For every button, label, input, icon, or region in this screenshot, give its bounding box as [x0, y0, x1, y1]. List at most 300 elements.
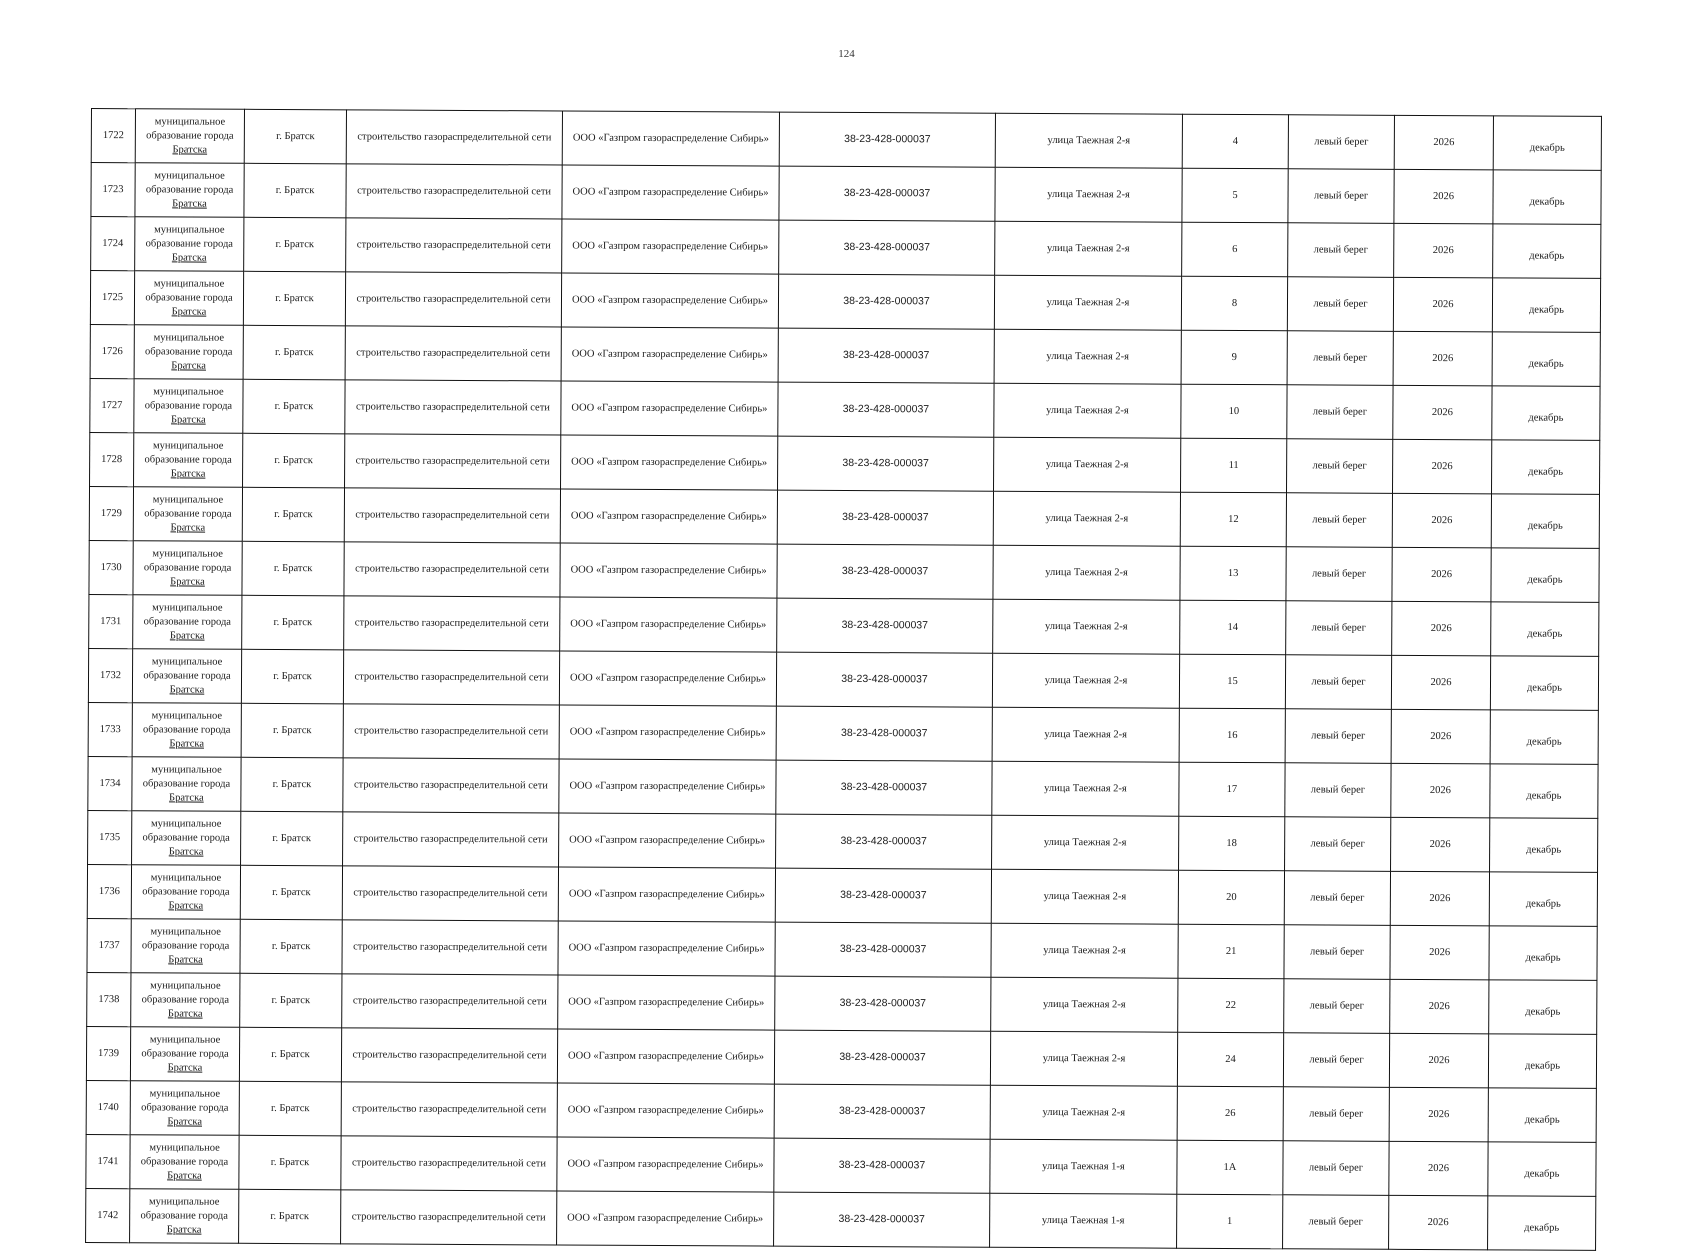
- street-cell: улица Таежная 2-я: [993, 491, 1180, 546]
- municipality-line: муниципальное: [154, 115, 226, 128]
- row-number-cell: 1736: [87, 864, 131, 918]
- river-bank-cell: левый берег: [1284, 925, 1390, 980]
- house-number-cell: 9: [1181, 330, 1287, 385]
- house-number-cell: 6: [1182, 222, 1288, 277]
- table-row: [86, 1134, 1596, 1196]
- river-bank-cell: левый берег: [1285, 763, 1391, 818]
- house-number-cell: 26: [1177, 1086, 1283, 1141]
- municipality-line: муниципальное: [152, 547, 223, 560]
- river-bank-cell: левый берег: [1287, 331, 1393, 386]
- river-bank-cell: левый берег: [1283, 1033, 1389, 1088]
- registry-number-cell: 38-23-428-000037: [777, 598, 993, 653]
- work-type-cell: строительство газораспределительной сети: [346, 218, 562, 273]
- municipality-line: образование города: [144, 453, 232, 466]
- organization-cell: ООО «Газпром газораспределение Сибирь»: [559, 705, 776, 760]
- organization-cell: ООО «Газпром газораспределение Сибирь»: [562, 165, 779, 220]
- street-cell: улица Таежная 2-я: [992, 653, 1179, 708]
- river-bank-cell: левый берег: [1287, 277, 1393, 332]
- organization-cell: ООО «Газпром газораспределение Сибирь»: [557, 1191, 774, 1246]
- row-number-cell: 1728: [90, 432, 134, 486]
- municipality-line: образование города: [142, 885, 230, 898]
- municipality-line: муниципальное: [153, 277, 225, 290]
- registry-number-cell: 38-23-428-000037: [779, 220, 995, 275]
- river-bank-cell: левый берег: [1285, 817, 1391, 872]
- municipality-line: муниципальное: [151, 763, 222, 776]
- river-bank-cell: левый берег: [1284, 979, 1390, 1034]
- table-row: [90, 271, 1600, 333]
- municipality-line: образование города: [145, 291, 233, 304]
- table-row: [88, 756, 1598, 818]
- municipality-line: Братска: [170, 467, 206, 480]
- street-cell: улица Таежная 1-я: [990, 1193, 1177, 1248]
- organization-cell: ООО «Газпром газораспределение Сибирь»: [558, 975, 775, 1030]
- year-cell: 2026: [1394, 169, 1493, 224]
- municipality-cell: [132, 649, 241, 704]
- organization-cell: ООО «Газпром газораспределение Сибирь»: [559, 651, 776, 706]
- month-cell: декабрь: [1490, 818, 1598, 873]
- house-number-cell: 15: [1179, 654, 1285, 709]
- city-cell: г. Братск: [244, 163, 346, 218]
- row-number-cell: 1722: [91, 109, 135, 163]
- city-cell: г. Братск: [243, 433, 345, 488]
- registry-number-cell: 38-23-428-000037: [775, 922, 991, 977]
- table-row: [86, 1080, 1596, 1142]
- row-number-cell: 1734: [88, 756, 132, 810]
- city-cell: г. Братск: [239, 1189, 341, 1244]
- year-cell: 2026: [1391, 655, 1490, 710]
- work-type-cell: строительство газораспределительной сети: [341, 1028, 557, 1083]
- registry-number-cell: 38-23-428-000037: [775, 868, 991, 923]
- registry-number-cell: 38-23-428-000037: [774, 1030, 990, 1085]
- year-cell: 2026: [1389, 1087, 1488, 1142]
- municipality-cell: [135, 163, 244, 218]
- municipality-line: образование города: [141, 939, 230, 952]
- house-number-cell: 5: [1182, 168, 1288, 223]
- river-bank-cell: левый берег: [1285, 709, 1391, 764]
- street-cell: улица Таежная 2-я: [995, 167, 1182, 222]
- year-cell: 2026: [1390, 979, 1489, 1034]
- municipality-line: Братска: [172, 197, 207, 210]
- registry-number-cell: 38-23-428-000037: [776, 814, 992, 869]
- work-type-cell: строительство газораспределительной сети: [343, 704, 559, 759]
- city-cell: г. Братск: [240, 865, 342, 920]
- organization-cell: ООО «Газпром газораспределение Сибирь»: [560, 597, 777, 652]
- municipality-line: муниципальное: [150, 925, 221, 938]
- municipality-line: муниципальное: [152, 439, 224, 452]
- table-row: [91, 163, 1601, 225]
- municipality-line: Братска: [169, 737, 205, 750]
- organization-cell: ООО «Газпром газораспределение Сибирь»: [557, 1137, 774, 1192]
- table-row: [89, 594, 1599, 656]
- river-bank-cell: левый берег: [1288, 169, 1394, 224]
- river-bank-cell: левый берег: [1283, 1087, 1389, 1142]
- municipality-cell: [132, 811, 241, 866]
- municipality-line: образование города: [140, 1155, 229, 1168]
- city-cell: г. Братск: [243, 271, 345, 326]
- organization-cell: ООО «Газпром газораспределение Сибирь»: [562, 219, 779, 274]
- year-cell: 2026: [1394, 223, 1493, 278]
- municipality-cell: [134, 379, 243, 434]
- work-type-cell: строительство газораспределительной сети: [341, 1190, 557, 1245]
- work-type-cell: строительство газораспределительной сети: [344, 542, 560, 597]
- municipality-cell: [135, 109, 244, 164]
- municipality-line: образование города: [145, 237, 233, 250]
- house-number-cell: 21: [1178, 924, 1284, 979]
- street-cell: улица Таежная 2-я: [992, 761, 1179, 816]
- municipality-cell: [132, 757, 241, 812]
- work-type-cell: строительство газораспределительной сети: [345, 272, 561, 327]
- table-row: [90, 324, 1600, 386]
- row-number-cell: 1723: [91, 163, 135, 217]
- municipality-line: муниципальное: [153, 385, 224, 398]
- municipality-line: муниципальное: [150, 871, 222, 884]
- organization-cell: ООО «Газпром газораспределение Сибирь»: [559, 813, 776, 868]
- municipality-line: образование города: [143, 669, 231, 682]
- year-cell: 2026: [1391, 709, 1490, 764]
- municipality-line: муниципальное: [154, 169, 225, 182]
- municipality-line: образование города: [141, 993, 230, 1006]
- work-type-cell: строительство газораспределительной сети: [343, 758, 559, 813]
- municipality-line: муниципальное: [152, 601, 223, 614]
- municipality-cell: [131, 919, 240, 974]
- work-type-cell: строительство газораспределительной сети: [345, 380, 561, 435]
- table-row: [90, 432, 1600, 494]
- month-cell: декабрь: [1493, 224, 1601, 279]
- street-cell: улица Таежная 2-я: [991, 869, 1178, 924]
- house-number-cell: 8: [1181, 276, 1287, 331]
- municipality-line: Братска: [167, 1061, 203, 1074]
- street-cell: улица Таежная 2-я: [990, 1031, 1177, 1086]
- row-number-cell: 1726: [90, 324, 134, 378]
- registry-table: [85, 108, 1602, 1251]
- month-cell: декабрь: [1492, 278, 1600, 333]
- organization-cell: ООО «Газпром газораспределение Сибирь»: [560, 489, 777, 544]
- registry-number-cell: 38-23-428-000037: [778, 274, 994, 329]
- house-number-cell: 10: [1181, 384, 1287, 439]
- house-number-cell: 18: [1179, 816, 1285, 871]
- city-cell: г. Братск: [243, 379, 345, 434]
- river-bank-cell: левый берег: [1284, 871, 1390, 926]
- organization-cell: ООО «Газпром газораспределение Сибирь»: [558, 867, 775, 922]
- month-cell: декабрь: [1488, 1088, 1596, 1143]
- year-cell: 2026: [1394, 115, 1493, 170]
- river-bank-cell: левый берег: [1283, 1195, 1389, 1250]
- river-bank-cell: левый берег: [1287, 385, 1393, 440]
- street-cell: улица Таежная 2-я: [995, 113, 1182, 168]
- river-bank-cell: левый берег: [1287, 439, 1393, 494]
- street-cell: улица Таежная 2-я: [993, 545, 1180, 600]
- city-cell: г. Братск: [242, 541, 344, 596]
- municipality-line: образование города: [144, 507, 232, 520]
- municipality-line: муниципальное: [149, 1033, 221, 1046]
- month-cell: декабрь: [1491, 494, 1599, 549]
- row-number-cell: 1742: [86, 1188, 130, 1242]
- municipality-line: Братска: [170, 575, 205, 588]
- house-number-cell: 22: [1178, 978, 1284, 1033]
- table-body: [86, 109, 1602, 1251]
- work-type-cell: строительство газораспределительной сети: [346, 110, 562, 165]
- river-bank-cell: левый берег: [1286, 493, 1392, 548]
- row-number-cell: 1724: [91, 217, 135, 271]
- organization-cell: ООО «Газпром газораспределение Сибирь»: [562, 111, 779, 166]
- year-cell: 2026: [1389, 1141, 1488, 1196]
- street-cell: улица Таежная 2-я: [993, 599, 1180, 654]
- municipality-line: Братска: [169, 791, 204, 804]
- municipality-cell: [134, 433, 243, 488]
- municipality-line: образование города: [144, 399, 233, 412]
- registry-number-cell: 38-23-428-000037: [776, 652, 992, 707]
- municipality-line: образование города: [145, 345, 233, 358]
- city-cell: г. Братск: [244, 109, 346, 164]
- municipality-cell: [134, 325, 243, 380]
- city-cell: г. Братск: [241, 811, 343, 866]
- registry-number-cell: 38-23-428-000037: [776, 760, 992, 815]
- street-cell: улица Таежная 2-я: [992, 815, 1179, 870]
- registry-number-cell: 38-23-428-000037: [777, 490, 993, 545]
- municipality-line: Братска: [169, 683, 205, 696]
- table-row: [88, 648, 1598, 710]
- row-number-cell: 1731: [89, 594, 133, 648]
- organization-cell: ООО «Газпром газораспределение Сибирь»: [561, 273, 778, 328]
- row-number-cell: 1725: [90, 271, 134, 325]
- municipality-line: образование города: [143, 561, 232, 574]
- river-bank-cell: левый берег: [1286, 547, 1392, 602]
- street-cell: улица Таежная 2-я: [994, 275, 1181, 330]
- row-number-cell: 1729: [89, 486, 133, 540]
- municipality-line: Братска: [168, 845, 204, 858]
- municipality-line: образование города: [143, 615, 232, 628]
- municipality-line: образование города: [142, 777, 231, 790]
- organization-cell: ООО «Газпром газораспределение Сибирь»: [558, 921, 775, 976]
- month-cell: декабрь: [1490, 710, 1598, 765]
- municipality-cell: [133, 595, 242, 650]
- municipality-line: муниципальное: [149, 1141, 220, 1154]
- house-number-cell: 4: [1182, 114, 1288, 169]
- work-type-cell: строительство газораспределительной сети: [345, 326, 561, 381]
- organization-cell: ООО «Газпром газораспределение Сибирь»: [560, 543, 777, 598]
- city-cell: г. Братск: [239, 1135, 341, 1190]
- registry-number-cell: 38-23-428-000037: [774, 1192, 990, 1247]
- year-cell: 2026: [1392, 547, 1491, 602]
- year-cell: 2026: [1393, 331, 1492, 386]
- river-bank-cell: левый берег: [1286, 601, 1392, 656]
- work-type-cell: строительство газораспределительной сети: [344, 596, 560, 651]
- municipality-line: муниципальное: [152, 493, 224, 506]
- row-number-cell: 1730: [89, 540, 133, 594]
- city-cell: г. Братск: [240, 919, 342, 974]
- table-row: [90, 378, 1600, 440]
- street-cell: улица Таежная 2-я: [990, 1085, 1177, 1140]
- row-number-cell: 1741: [86, 1134, 130, 1188]
- year-cell: 2026: [1392, 601, 1491, 656]
- municipality-cell: [131, 865, 240, 920]
- registry-number-cell: 38-23-428-000037: [778, 328, 994, 383]
- work-type-cell: строительство газораспределительной сети: [343, 812, 559, 867]
- row-number-cell: 1738: [87, 972, 131, 1026]
- month-cell: декабрь: [1488, 1196, 1596, 1251]
- organization-cell: ООО «Газпром газораспределение Сибирь»: [561, 327, 778, 382]
- municipality-line: Братска: [171, 413, 206, 426]
- month-cell: декабрь: [1491, 548, 1599, 603]
- house-number-cell: 11: [1181, 438, 1287, 493]
- table-row: [87, 972, 1597, 1034]
- city-cell: г. Братск: [243, 325, 345, 380]
- municipality-line: Братска: [171, 251, 207, 264]
- row-number-cell: 1735: [88, 810, 132, 864]
- municipality-line: Братска: [167, 1115, 203, 1128]
- municipality-line: Братска: [166, 1223, 202, 1236]
- municipality-line: муниципальное: [153, 331, 225, 344]
- river-bank-cell: левый берег: [1285, 655, 1391, 710]
- house-number-cell: 20: [1178, 870, 1284, 925]
- municipality-line: муниципальное: [149, 1087, 221, 1100]
- row-number-cell: 1727: [90, 378, 134, 432]
- city-cell: г. Братск: [242, 595, 344, 650]
- month-cell: декабрь: [1490, 656, 1598, 711]
- organization-cell: ООО «Газпром газораспределение Сибирь»: [561, 435, 778, 490]
- city-cell: г. Братск: [240, 973, 342, 1028]
- registry-number-cell: 38-23-428-000037: [777, 544, 993, 599]
- municipality-line: образование города: [140, 1209, 228, 1222]
- registry-number-cell: 38-23-428-000037: [778, 382, 994, 437]
- municipality-line: Братска: [167, 1007, 203, 1020]
- organization-cell: ООО «Газпром газораспределение Сибирь»: [557, 1029, 774, 1084]
- registry-number-cell: 38-23-428-000037: [779, 112, 995, 167]
- municipality-cell: [134, 271, 243, 326]
- city-cell: г. Братск: [241, 703, 343, 758]
- row-number-cell: 1733: [88, 702, 132, 756]
- year-cell: 2026: [1393, 439, 1492, 494]
- river-bank-cell: левый берег: [1288, 223, 1394, 278]
- street-cell: улица Таежная 1-я: [990, 1139, 1177, 1194]
- table-row: [91, 109, 1601, 171]
- municipality-cell: [133, 541, 242, 596]
- city-cell: г. Братск: [244, 217, 346, 272]
- house-number-cell: 17: [1179, 762, 1285, 817]
- year-cell: 2026: [1391, 763, 1490, 818]
- municipality-line: муниципальное: [150, 979, 221, 992]
- city-cell: г. Братск: [239, 1027, 341, 1082]
- municipality-line: Братска: [170, 521, 206, 534]
- municipality-line: образование города: [141, 1101, 229, 1114]
- table-row: [89, 486, 1599, 548]
- organization-cell: ООО «Газпром газораспределение Сибирь»: [559, 759, 776, 814]
- city-cell: г. Братск: [241, 649, 343, 704]
- month-cell: декабрь: [1493, 170, 1601, 225]
- table-row: [87, 864, 1597, 926]
- municipality-line: муниципальное: [154, 223, 225, 236]
- municipality-cell: [133, 487, 242, 542]
- municipality-cell: [130, 1135, 239, 1190]
- street-cell: улица Таежная 2-я: [992, 707, 1179, 762]
- registry-number-cell: 38-23-428-000037: [774, 1084, 990, 1139]
- house-number-cell: 16: [1179, 708, 1285, 763]
- municipality-cell: [130, 1081, 239, 1136]
- month-cell: декабрь: [1488, 1142, 1596, 1197]
- river-bank-cell: левый берег: [1288, 115, 1394, 170]
- month-cell: декабрь: [1489, 980, 1597, 1035]
- house-number-cell: 13: [1180, 546, 1286, 601]
- month-cell: декабрь: [1490, 764, 1598, 819]
- month-cell: декабрь: [1492, 332, 1600, 387]
- year-cell: 2026: [1391, 817, 1490, 872]
- month-cell: декабрь: [1489, 926, 1597, 981]
- municipality-line: Братска: [171, 305, 207, 318]
- municipality-line: образование города: [141, 1047, 229, 1060]
- registry-number-cell: 38-23-428-000037: [778, 436, 994, 491]
- work-type-cell: строительство газораспределительной сети: [345, 434, 561, 489]
- table-row: [88, 702, 1598, 764]
- registry-number-cell: 38-23-428-000037: [779, 166, 995, 221]
- year-cell: 2026: [1392, 493, 1491, 548]
- work-type-cell: строительство газораспределительной сети: [343, 650, 559, 705]
- city-cell: г. Братск: [241, 757, 343, 812]
- municipality-line: образование города: [146, 129, 234, 142]
- municipality-line: образование города: [145, 183, 234, 196]
- house-number-cell: 24: [1177, 1032, 1283, 1087]
- month-cell: декабрь: [1491, 440, 1599, 495]
- municipality-cell: [131, 973, 240, 1028]
- city-cell: г. Братск: [239, 1081, 341, 1136]
- street-cell: улица Таежная 2-я: [994, 437, 1181, 492]
- work-type-cell: строительство газораспределительной сети: [342, 974, 558, 1029]
- month-cell: декабрь: [1488, 1034, 1596, 1089]
- municipality-line: муниципальное: [149, 1195, 220, 1208]
- municipality-line: Братска: [168, 953, 203, 966]
- month-cell: декабрь: [1492, 386, 1600, 441]
- work-type-cell: строительство газораспределительной сети: [342, 866, 558, 921]
- month-cell: декабрь: [1493, 116, 1601, 171]
- table-row: [87, 918, 1597, 980]
- row-number-cell: 1732: [88, 648, 132, 702]
- municipality-line: Братска: [168, 899, 204, 912]
- municipality-cell: [132, 703, 241, 758]
- house-number-cell: 1: [1177, 1194, 1283, 1249]
- year-cell: 2026: [1393, 277, 1492, 332]
- municipality-line: образование города: [142, 831, 230, 844]
- municipality-line: муниципальное: [151, 709, 223, 722]
- table-row: [86, 1188, 1596, 1250]
- year-cell: 2026: [1390, 925, 1489, 980]
- work-type-cell: строительство газораспределительной сети: [346, 164, 562, 219]
- work-type-cell: строительство газораспределительной сети: [341, 1136, 557, 1191]
- municipality-line: Братска: [172, 143, 208, 156]
- year-cell: 2026: [1390, 871, 1489, 926]
- registry-number-cell: 38-23-428-000037: [776, 706, 992, 761]
- municipality-line: Братска: [167, 1169, 202, 1182]
- row-number-cell: 1740: [86, 1080, 130, 1134]
- year-cell: 2026: [1393, 385, 1492, 440]
- table-row: [86, 1026, 1596, 1088]
- page-number: 124: [838, 48, 855, 60]
- street-cell: улица Таежная 2-я: [991, 923, 1178, 978]
- registry-number-cell: 38-23-428-000037: [775, 976, 991, 1031]
- year-cell: 2026: [1389, 1033, 1488, 1088]
- work-type-cell: строительство газораспределительной сети: [344, 488, 560, 543]
- house-number-cell: 1А: [1177, 1140, 1283, 1195]
- street-cell: улица Таежная 2-я: [991, 977, 1178, 1032]
- municipality-line: Братска: [171, 359, 207, 372]
- month-cell: декабрь: [1489, 872, 1597, 927]
- work-type-cell: строительство газораспределительной сети: [341, 1082, 557, 1137]
- year-cell: 2026: [1389, 1195, 1488, 1250]
- organization-cell: ООО «Газпром газораспределение Сибирь»: [557, 1083, 774, 1138]
- table-row: [88, 810, 1598, 872]
- municipality-cell: [130, 1189, 239, 1244]
- municipality-cell: [135, 217, 244, 272]
- table-row: [89, 540, 1599, 602]
- street-cell: улица Таежная 2-я: [995, 221, 1182, 276]
